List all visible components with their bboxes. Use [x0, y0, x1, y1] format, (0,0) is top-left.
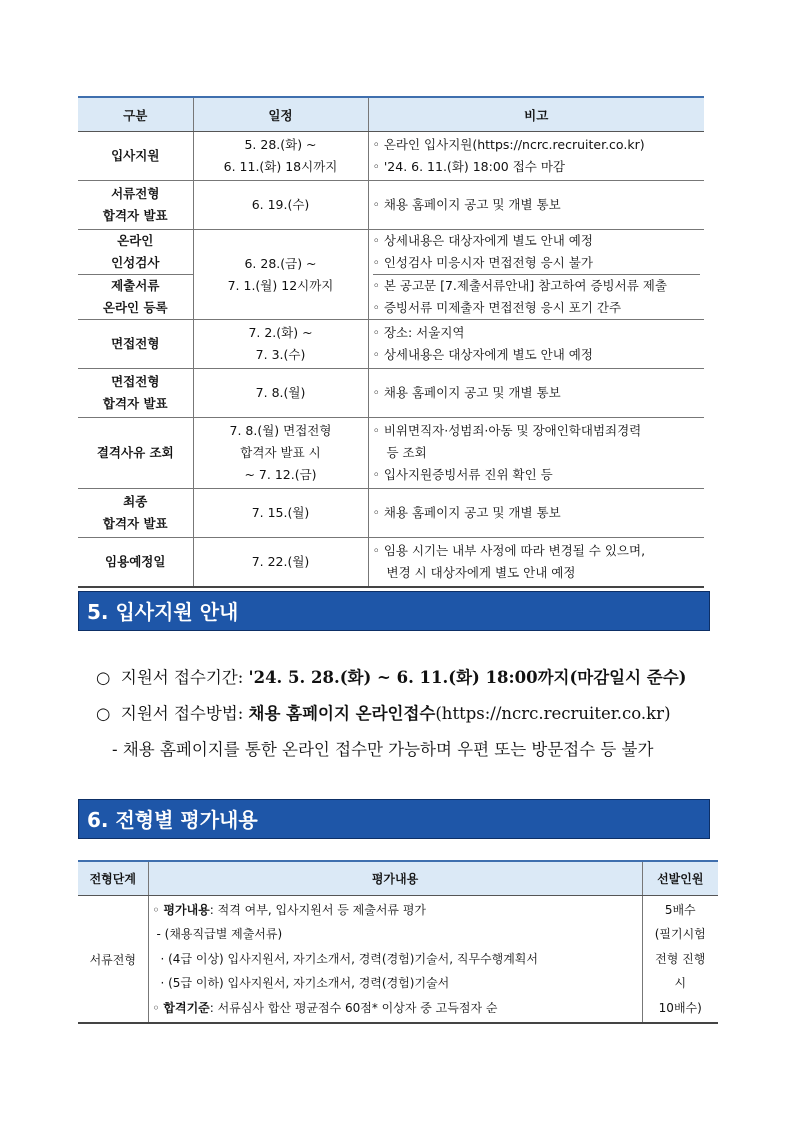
row-date: 7. 8.(월) [193, 369, 368, 418]
method-value: 채용 홈페이지 온라인접수 [248, 704, 436, 723]
row-notes: ◦ 채용 홈페이지 공고 및 개별 통보 [368, 489, 704, 538]
table-row [78, 489, 704, 538]
table-row [78, 320, 704, 369]
header-notes: 비고 [368, 97, 704, 132]
application-note-line: - 채용 홈페이지를 통한 온라인 접수만 가능하며 우편 또는 방문접수 등 불가 [112, 740, 654, 759]
table-row [78, 132, 704, 181]
schedule-header-row [78, 97, 704, 132]
row-notes: ◦ 비위면직자·성범죄·아동 및 장애인학대범죄경력 등 조회 ◦ 입사지원증빙서류 진위 확인 등 [368, 418, 704, 489]
application-method-line [96, 700, 671, 724]
row-category: 서류전형 합격자 발표 [78, 181, 193, 230]
method-label: 지원서 접수방법: [120, 704, 244, 723]
table-row [78, 418, 704, 489]
row-category: 입사지원 [78, 132, 193, 181]
header-category: 구분 [78, 97, 193, 132]
bullet-icon: ○ [96, 668, 111, 687]
row-category: 면접전형 [78, 320, 193, 369]
period-label: 지원서 접수기간: [120, 668, 244, 687]
row-category: 최종 합격자 발표 [78, 489, 193, 538]
row-notes: ◦ 온라인 입사지원(https://ncrc.recruiter.co.kr) ◦ '24. 6. 11.(화) 18:00 접수 마감 [368, 132, 704, 181]
selection-cell: 5배수 (필기시험 전형 진행 시 10배수) [642, 896, 718, 1024]
header-selection: 선발인원 [642, 861, 718, 896]
header-stage: 전형단계 [78, 861, 148, 896]
row-category: 온라인 인성검사 제출서류 온라인 등록 [78, 230, 193, 320]
row-date: 7. 15.(월) [193, 489, 368, 538]
row-notes: ◦ 채용 홈페이지 공고 및 개별 통보 [368, 181, 704, 230]
table-row [78, 230, 704, 320]
bullet-icon: ○ [96, 704, 111, 723]
table-row [78, 896, 718, 1024]
header-content: 평가내용 [148, 861, 642, 896]
table-row [78, 538, 704, 588]
section-heading-evaluation: 6. 전형별 평가내용 [78, 799, 710, 839]
table-row [78, 181, 704, 230]
method-url: (https://ncrc.recruiter.co.kr) [435, 704, 671, 723]
row-notes: ◦ 상세내용은 대상자에게 별도 안내 예정 ◦ 인성검사 미응시자 면접전형 응시 불가 ◦ 본 공고문 [7.제출서류안내] 참고하여 증빙서류 제출 ◦ 증빙서류 미제출자 면접전형 응시 포기 간주 [368, 230, 704, 320]
row-date: 7. 8.(월) 면접전형 합격자 발표 시 ~ 7. 12.(금) [193, 418, 368, 489]
stage-cell: 서류전형 [78, 896, 148, 1024]
row-notes: ◦ 임용 시기는 내부 사정에 따라 변경될 수 있으며, 변경 시 대상자에게 별도 안내 예정 [368, 538, 704, 588]
evaluation-header-row [78, 861, 718, 896]
row-date: 6. 19.(수) [193, 181, 368, 230]
period-value: '24. 5. 28.(화) ~ 6. 11.(화) 18:00까지(마감일시 준수) [248, 668, 687, 687]
table-row [78, 369, 704, 418]
row-category: 결격사유 조회 [78, 418, 193, 489]
row-date: 5. 28.(화) ~ 6. 11.(화) 18시까지 [193, 132, 368, 181]
content-cell: ◦ 평가내용: 적격 여부, 입사지원서 등 제출서류 평가 - (채용직급별 제출서류) · (4급 이상) 입사지원서, 자기소개서, 경력(경험)기술서, 직무수행계획서 · (5급 이하) 입사지원서, 자기소개서, 경력(경험)기술서 ◦ 합격기준: 서류심사 합산 평균점수 60점* 이상자 중 고득점자 순 [148, 896, 642, 1024]
row-category: 면접전형 합격자 발표 [78, 369, 193, 418]
row-category: 임용예정일 [78, 538, 193, 588]
schedule-table [78, 96, 704, 588]
header-date: 일정 [193, 97, 368, 132]
evaluation-table [78, 860, 718, 1024]
section-heading-application-guide: 5. 입사지원 안내 [78, 591, 710, 631]
row-date: 7. 22.(월) [193, 538, 368, 588]
row-notes: ◦ 장소: 서울지역 ◦ 상세내용은 대상자에게 별도 안내 예정 [368, 320, 704, 369]
row-notes: ◦ 채용 홈페이지 공고 및 개별 통보 [368, 369, 704, 418]
row-date: 7. 2.(화) ~ 7. 3.(수) [193, 320, 368, 369]
application-period-line [96, 664, 686, 688]
row-date: 6. 28.(금) ~ 7. 1.(월) 12시까지 [193, 230, 368, 320]
